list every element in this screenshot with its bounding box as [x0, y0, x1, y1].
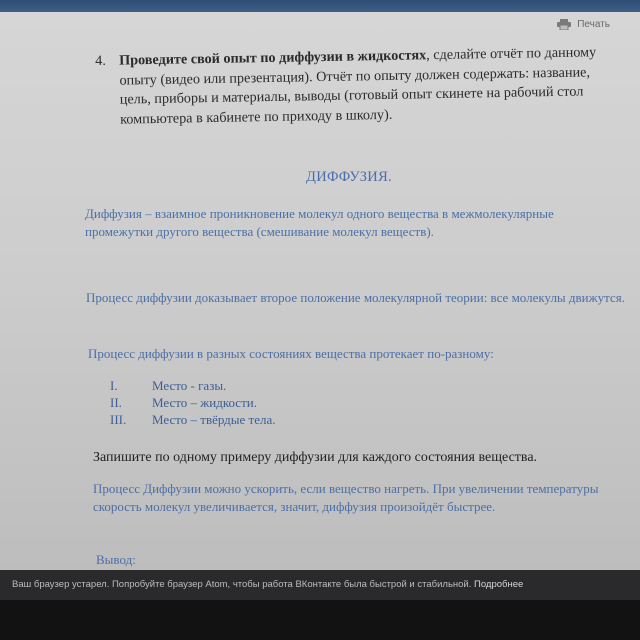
instruction-text: Запишите по одному примеру диффузии для каждого состояния вещества. [93, 450, 538, 465]
task-paragraph [97, 43, 618, 130]
document-title: ДИФФУЗИЯ. [306, 169, 392, 185]
list-item [110, 411, 276, 428]
states-intro-paragraph: Процесс диффузии в разных состояниях вещества протекает по-разному: [88, 346, 494, 361]
printer-icon [557, 19, 571, 30]
document-page [0, 12, 640, 570]
screen-bezel [0, 600, 640, 640]
task-bold-text: Проведите свой опыт по диффузии в жидкостях [119, 47, 427, 69]
states-list [110, 377, 276, 428]
conclusion-label: Вывод: [96, 552, 136, 567]
list-item [110, 394, 276, 411]
browser-outdated-notice [0, 570, 640, 600]
task-number: 4. [95, 52, 106, 70]
list-item [110, 377, 276, 394]
list-item-text: Место – жидкости. [152, 395, 257, 410]
notice-more-link[interactable]: Подробнее [474, 579, 524, 590]
task-rest-text: , сделайте отчёт по данному опыту (видео или презентация). Отчёт по опыту должен содержать: название, цель, приборы и материалы, выводы (готовый опыт скинете на рабочий стол компьютера в кабинете по приходу в школу). [119, 44, 597, 128]
list-item-text: Место – твёрдые тела. [152, 412, 276, 427]
notice-text: Ваш браузер устарел. Попробуйте браузер Atom, чтобы работа ВКонтакте была быстрой и стабильной. [12, 579, 472, 590]
print-label: Печать [577, 19, 610, 30]
top-bar [0, 0, 640, 12]
definition-paragraph: Диффузия – взаимное проникновение молекул одного вещества в межмолекулярные промежутки другого вещества (смешивание молекул веществ). [85, 206, 554, 239]
list-item-number: I. [110, 378, 118, 393]
acceleration-paragraph: Процесс Диффузии можно ускорить, если вещество нагреть. При увеличении температуры скорость молекул увеличивается, значит, диффузия произойдёт быстрее. [93, 481, 599, 514]
list-item-number: II. [110, 395, 122, 410]
theory-paragraph: Процесс диффузии доказывает второе положение молекулярной теории: все молекулы движутся. [86, 290, 625, 305]
list-item-text: Место - газы. [152, 378, 227, 393]
list-item-number: III. [110, 412, 127, 427]
print-button[interactable] [557, 19, 610, 30]
